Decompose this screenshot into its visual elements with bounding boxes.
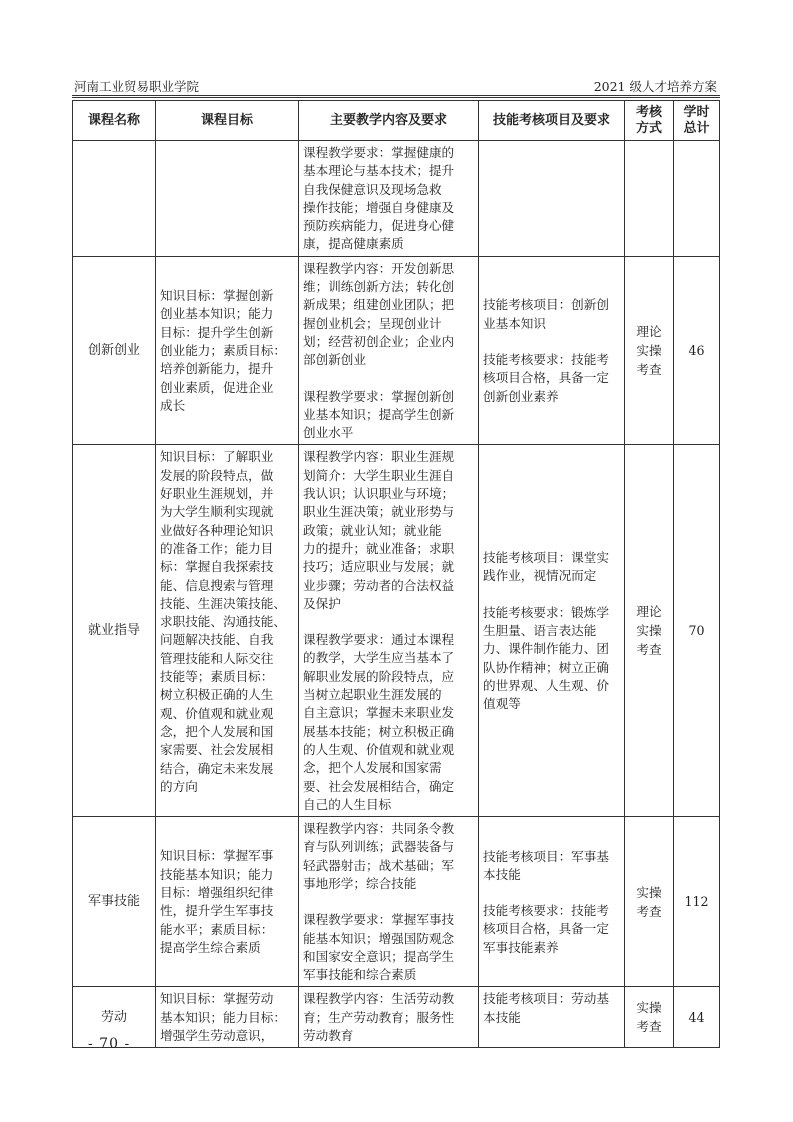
assessment-method: 理论 实操 考查 (625, 445, 674, 817)
course-content (299, 817, 479, 987)
course-goal: 知识目标：掌握创新 创业基本知识；能力 目标：提升学生创新 创业能力；素质目标： 培养创新能力，提升 创业素质，促进企业 成长 (156, 256, 299, 445)
skill-assessment (479, 445, 625, 817)
skill-requirement: 技能考核要求：锻炼学 生胆量、语言表达能 力、课件制作能力、团 队协作精神；树立正确 的世界观、人生观、价 值观等 (483, 604, 609, 712)
header-rule-2 (72, 97, 720, 98)
skill-item: 技能考核项目：劳动基 本技能 (483, 991, 609, 1025)
course-content (299, 256, 479, 445)
total-hours: 70 (674, 445, 720, 817)
table-header-row (73, 101, 720, 141)
skill-item: 技能考核项目：创新创 业基本知识 (483, 297, 609, 331)
course-goal: 知识目标：掌握军事 技能基本知识；能力 目标：增强组织纪律 性，提升学生军事技 能水平；素质目标： 提高学生综合素质 (156, 817, 299, 987)
skill-requirement: 技能考核要求：技能考 核项目合格，具备一定 军事技能素养 (483, 903, 609, 955)
total-hours: 44 (674, 987, 720, 1048)
page-number: - 70 - (88, 1036, 131, 1052)
skill-assessment (479, 987, 625, 1048)
assessment-method (625, 141, 674, 257)
table-row (73, 987, 720, 1048)
table-row (73, 141, 720, 257)
course-name: 就业指导 (73, 445, 156, 817)
assessment-method: 实操 考查 (625, 987, 674, 1048)
col-header-hours: 学时 总计 (674, 101, 720, 141)
col-header-skill: 技能考核项目及要求 (479, 101, 625, 141)
course-table (72, 100, 720, 1048)
skill-item: 技能考核项目：课堂实 践作业，视情况而定 (483, 550, 609, 584)
skill-assessment (479, 141, 625, 257)
header-school-name: 河南工业贸易职业学院 (74, 79, 200, 94)
skill-item: 技能考核项目：军事基 本技能 (483, 848, 609, 882)
course-goal: 知识目标：掌握劳动 基本知识；能力目标： 增强学生劳动意识， (156, 987, 299, 1048)
table-row (73, 817, 720, 987)
skill-assessment (479, 256, 625, 445)
course-name: 劳动 (73, 987, 156, 1048)
col-header-course-name: 课程名称 (73, 101, 156, 141)
course-content-requirement: 课程教学要求：掌握健康的 基本理论与基本技术；提升 自我保健意识及现场急救 操作技能；增强自身健康及 预防疾病能力，促进身心健 康，提高健康素质 (299, 141, 479, 257)
course-content-items: 课程教学内容：职业生涯规 划简介：大学生职业生涯自 我认识；认识职业与环境； 职业生涯决策；就业形势与 政策；就业认知；就业能 力的提升；就业准备；求职 技巧；适应职业与发展；就 业步骤；劳动者的合法权益 及保护 (303, 449, 455, 611)
col-header-method: 考核 方式 (625, 101, 674, 141)
course-goal: 知识目标：了解职业 发展的阶段特点，做 好职业生涯规划，并 为大学生顺利实现就 业做好各种理论知识 的准备工作；能力目 标：掌握自我探索技 能、信息搜索与管理 技能、生涯决策技能、 求职技能、沟通技能、 问题解决技能、自我 管理技能和人际交往 技能等；素质目标： 树立积极正确的人生 观、价值观和就业观 念，把个人发展和国 家需要、社会发展相 结合，确定未来发展 的方向 (156, 445, 299, 817)
course-content-items: 课程教学内容：开发创新思 维；训练创新方法；转化创 新成果；组建创业团队；把 握创业机会；呈现创业计 划；经营初创企业；企业内 部创新创业 (303, 260, 455, 368)
course-content (299, 445, 479, 817)
course-content-items: 课程教学内容：生活劳动教 育；生产劳动教育；服务性 劳动教育 (303, 991, 455, 1044)
col-header-course-goal: 课程目标 (156, 101, 299, 141)
total-hours: 46 (674, 256, 720, 445)
course-goal (156, 141, 299, 257)
course-name: 军事技能 (73, 817, 156, 987)
course-content-requirement: 课程教学要求：掌握创新创 业基本知识；提高学生创新 创业水平 (303, 388, 455, 441)
course-name: 创新创业 (73, 256, 156, 445)
header-rule (72, 95, 720, 96)
course-content-items: 课程教学内容：共同条令教 育与队列训练；武器装备与 轻武器射击；战术基础；军 事地形学；综合技能 (303, 821, 455, 891)
course-name (73, 141, 156, 257)
course-content-requirement: 课程教学要求：通过本课程 的教学，大学生应当基本了 解职业发展的阶段特点，应 当树立起职业生涯发展的 自主意识；掌握未来职业发 展基本技能；树立积极正确 的人生观、价值观和就业观 念，把个人发展和国家需 要、社会发展相结合，确定 自己的人生目标 (303, 632, 455, 812)
col-header-content: 主要教学内容及要求 (299, 101, 479, 141)
assessment-method: 理论 实操 考查 (625, 256, 674, 445)
course-content-requirement: 课程教学要求：掌握军事技 能基本知识；增强国防观念 和国家安全意识；提高学生 军事技能和综合素质 (303, 912, 455, 983)
total-hours: 112 (674, 817, 720, 987)
table-row (73, 256, 720, 445)
course-content (299, 987, 479, 1048)
assessment-method: 实操 考查 (625, 817, 674, 987)
total-hours (674, 141, 720, 257)
skill-assessment (479, 817, 625, 987)
header-plan-title: 2021 级人才培养方案 (593, 79, 717, 94)
skill-requirement: 技能考核要求：技能考 核项目合格，具备一定 创新创业素养 (483, 351, 609, 404)
table-row (73, 445, 720, 817)
